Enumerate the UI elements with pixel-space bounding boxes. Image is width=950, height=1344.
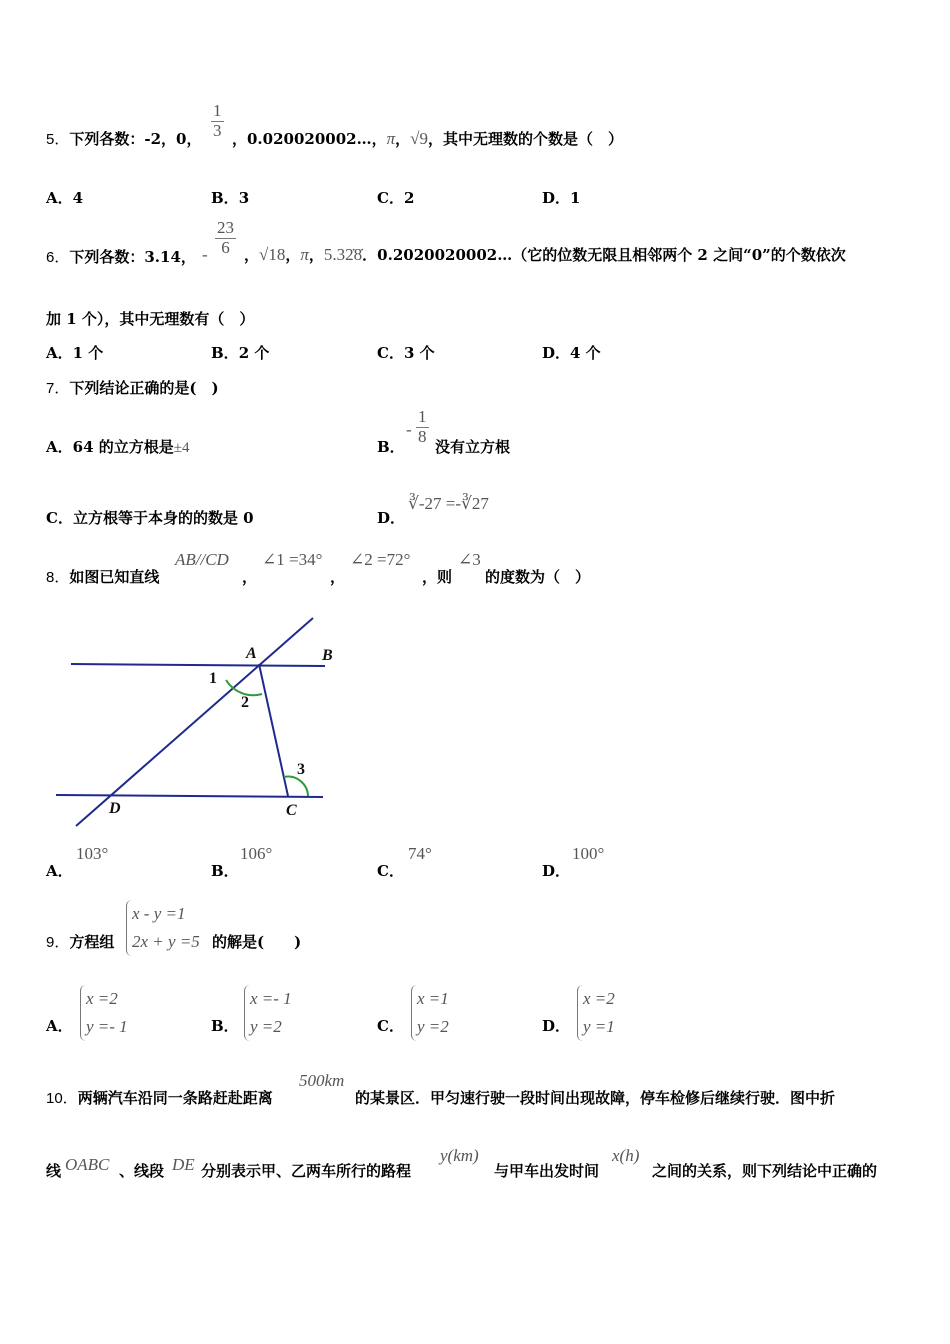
option-letter: D．: [542, 344, 571, 362]
q10-line-1-tail: 的某景区．甲匀速行驶一段时间出现故障，停车检修后继续行驶．图中折: [355, 1089, 836, 1107]
q9-lead: 方程组: [69, 933, 115, 951]
q6-lead: 下列各数：3.14，: [69, 248, 196, 266]
q5-values-1: -2，0，: [144, 130, 202, 148]
label-b: B: [322, 647, 333, 664]
q7-plus-minus-4: ±4: [173, 440, 190, 456]
q10-stem: [46, 1087, 273, 1108]
q6-pi: π: [300, 245, 309, 264]
q8-comma: ，: [330, 568, 346, 586]
angle-2-arc: [226, 680, 262, 695]
q9-option-d-letter: D．: [542, 1017, 571, 1035]
q6-frac-numerator: 23: [217, 218, 234, 237]
q9-number: 9．: [46, 934, 70, 951]
q9-option-a-letter: A．: [46, 1017, 73, 1035]
q6-frac-denominator: 6: [221, 237, 230, 257]
q5-frac-denominator: 3: [213, 120, 222, 140]
option-value: 1 个: [72, 344, 104, 362]
q6-comma: ，: [285, 246, 301, 264]
label-3: 3: [297, 761, 305, 778]
q8-option-a-value: 103°: [76, 844, 109, 863]
q5-lead: 下列各数：: [69, 130, 145, 148]
q5-tail: ，其中无理数的个数是（ ）: [427, 130, 623, 148]
option-text: 立方根等于本身的的数是 0: [72, 509, 254, 527]
label-d: D: [109, 800, 121, 817]
q10-distance: 500km: [299, 1071, 345, 1090]
option-value: 3 个: [403, 344, 435, 362]
q5-values-2: ，0.020020002…，: [232, 130, 387, 148]
option-text: 64 的立方根是: [72, 438, 174, 456]
q5-sqrt: √9: [410, 129, 428, 148]
q7-option-d-math: ∛-27 =-∛27: [408, 494, 489, 513]
option-letter: B．: [211, 344, 239, 362]
q10-y-km: y(km): [440, 1146, 479, 1165]
option-letter: C．: [46, 509, 73, 527]
q8-lead: 如图已知直线: [69, 568, 160, 586]
option-letter: C．: [377, 344, 404, 362]
option-letter: A．: [46, 189, 73, 207]
q8-option-b-letter: B．: [211, 862, 239, 880]
q5-number: 5．: [46, 131, 70, 148]
option-value: 4 个: [570, 344, 601, 362]
q7-frac-denominator: 8: [418, 426, 427, 446]
line-cd: [56, 795, 323, 797]
q8-angle-2: ∠2 =72°: [350, 550, 411, 569]
q10-line-2-d: 与甲车出发时间: [494, 1162, 600, 1180]
q6-line-2: 加 1 个），其中无理数有（ ）: [46, 310, 255, 328]
option-letter: A．: [46, 344, 73, 362]
option-letter: C．: [377, 189, 404, 207]
q5-frac-numerator: 1: [213, 101, 222, 120]
q8-ab-parallel-cd: AB//CD: [175, 550, 229, 569]
q6-number: 6．: [46, 249, 70, 266]
q6-tail: ．0.2020020002…（它的位数无限且相邻两个 2 之间“0”的个数依次: [362, 246, 846, 264]
option-letter: B．: [211, 189, 239, 207]
q8-option-c-letter: C．: [377, 862, 404, 880]
q8-option-b-value: 106°: [240, 844, 273, 863]
q7-option-d-letter: D．: [377, 509, 406, 527]
q8-angle-3: ∠3: [458, 550, 481, 569]
option-value: 2: [403, 189, 415, 207]
q9-equation-system: [126, 900, 200, 956]
q9-option-c-system: [411, 985, 449, 1041]
q8-angle-1: ∠1 =34°: [262, 550, 323, 569]
q6-minus: -: [202, 245, 208, 264]
option-value: 1: [570, 189, 581, 207]
option-line-1: x =2: [86, 989, 118, 1008]
q7-number: 7．: [46, 380, 70, 397]
label-c: C: [286, 802, 297, 819]
option-value: 2 个: [238, 344, 270, 362]
q6-comma: ，: [244, 246, 260, 264]
option-line-2: y =- 1: [86, 1017, 128, 1036]
option-value: 3: [238, 189, 250, 207]
q9-option-b-system: [244, 985, 292, 1041]
q8-option-d-value: 100°: [572, 844, 605, 863]
q8-tail: 的度数为（ ）: [485, 568, 591, 586]
q9-option-a-system: [80, 985, 128, 1041]
option-line-1: x =- 1: [250, 989, 292, 1008]
option-value: 4: [72, 189, 84, 207]
label-a: A: [246, 645, 257, 662]
q9-option-c-letter: C．: [377, 1017, 404, 1035]
line-ac: [259, 664, 288, 796]
q9-equation-2: 2x + y =5: [132, 932, 200, 951]
q10-x-h: x(h): [612, 1146, 640, 1165]
q8-then: ，则: [422, 568, 453, 586]
q7-text: 下列结论正确的是( ): [69, 379, 219, 397]
q9-option-b-letter: B．: [211, 1017, 239, 1035]
q5-pi: π: [386, 129, 396, 148]
q10-number: 10．: [46, 1090, 78, 1107]
label-2: 2: [241, 694, 249, 711]
option-line-1: x =1: [417, 989, 449, 1008]
q6-repeating-decimal: 5.32̇8̇: [323, 245, 363, 264]
line-ab: [71, 664, 325, 666]
label-1: 1: [209, 670, 217, 687]
option-letter: A．: [46, 438, 73, 456]
q10-lead: 两辆汽车沿同一条路赶赴距离: [77, 1089, 273, 1107]
option-line-2: y =2: [250, 1017, 282, 1036]
q8-option-a-letter: A．: [46, 862, 73, 880]
q9-tail: 的解是( ): [212, 933, 302, 951]
option-line-2: y =1: [583, 1017, 615, 1036]
q8-option-c-value: 74°: [408, 844, 432, 863]
q7-option-b-text: 没有立方根: [435, 438, 511, 456]
q7-option-b-letter: B．: [377, 438, 405, 456]
q10-line-2-e: 之间的关系，则下列结论中正确的: [652, 1162, 878, 1180]
q5-comma: ，: [395, 130, 411, 148]
q9-stem: [46, 931, 114, 952]
q10-line-2-c: 分别表示甲、乙两车所行的路程: [201, 1162, 412, 1180]
q10-polyline-oabc: OABC: [65, 1155, 110, 1174]
q6-comma: ，: [308, 246, 324, 264]
option-letter: D．: [542, 189, 571, 207]
q10-segment-de: DE: [172, 1155, 195, 1174]
q7-b-minus: -: [406, 420, 412, 439]
q8-option-d-letter: D．: [542, 862, 571, 880]
q10-line-2-a: 线: [46, 1162, 62, 1180]
q8-number: 8．: [46, 569, 70, 586]
line-ad: [76, 618, 313, 826]
q9-option-d-system: [577, 985, 615, 1041]
q7-frac-numerator: 1: [418, 407, 427, 426]
q6-sqrt: √18: [259, 245, 286, 264]
q9-equation-1: x - y =1: [132, 904, 186, 923]
option-line-1: x =2: [583, 989, 615, 1008]
q10-line-2-b: 、线段: [119, 1162, 165, 1180]
option-line-2: y =2: [417, 1017, 449, 1036]
q8-comma: ，: [242, 568, 258, 586]
